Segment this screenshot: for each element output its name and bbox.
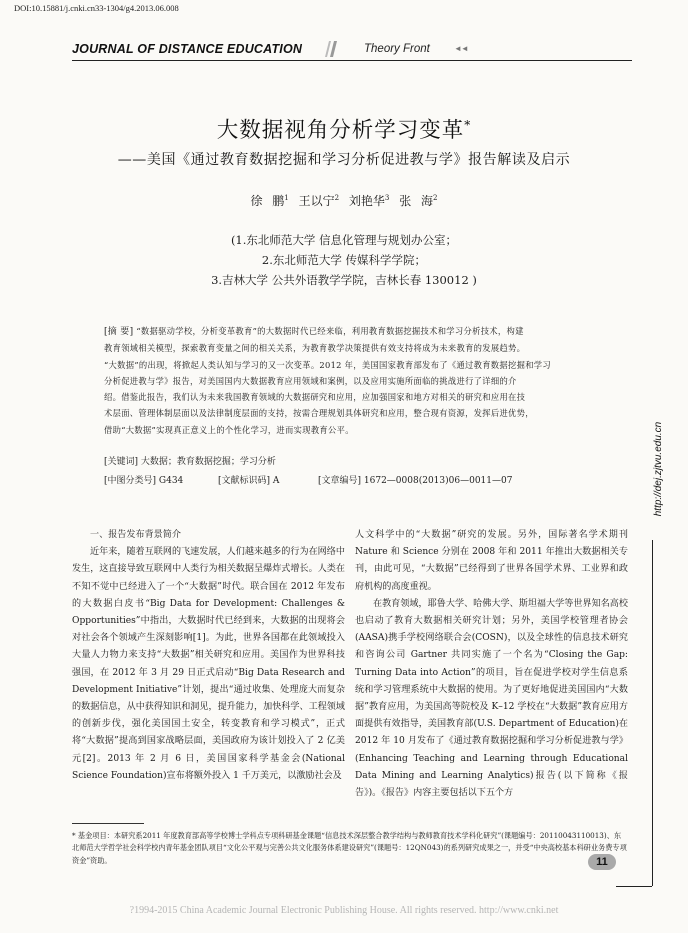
header-rule: [72, 60, 632, 61]
section-name: Theory Front: [364, 43, 430, 55]
affiliation-line: 3.吉林大学 公共外语教学学院，吉林长春 130012 ): [211, 273, 477, 287]
paragraph: 人文科学中的“大数据”研究的发展。另外，国际著名学术期刊 Nature 和 Science 分别在 2008 年和 2011 年推出大数据相关专刊，由此可见，“大数据”已经得到了世界各国学术界、工业界和政府机构的高度重视。: [355, 530, 628, 592]
side-rule: [652, 540, 653, 886]
author: 刘艳华$^3$: [348, 194, 390, 208]
running-header: [72, 40, 632, 60]
copyright-notice: ?1994-2015 China Academic Journal Electronic Publishing House. All rights reserved. http://www.cnki.net: [129, 905, 559, 916]
affiliation-line: (1.东北师范大学 信息化管理与规划办公室；: [230, 233, 458, 247]
article-title: 大数据视角分析学习变革*: [216, 118, 472, 143]
author: 张 海$^2$: [399, 194, 438, 208]
author: 徐 鹏$^1$: [250, 194, 289, 208]
abstract-line: “大数据”的出现，将掀起人类认知与学习的又一次变革。2012 年，美国国家教育部发布了《通过教育数据挖掘和学习: [104, 359, 551, 370]
footnote-rule: [72, 823, 144, 824]
abstract-line: [摘 要] “数据驱动学校，分析变革教育”的大数据时代已经来临，利用教育数据挖掘技术和学习分析技术，构建: [104, 326, 524, 337]
author: 王以宁$^2$: [298, 194, 340, 208]
abstract-line: 借助“大数据”实现真正意义上的个性化学习，进而实现教育公平。: [104, 424, 354, 435]
abstract-line: 绍。借鉴此报告，我们认为未来我国教育领域的大数据研究和应用，应加强国家和地方对相关的研究和应用在技: [104, 392, 526, 403]
document-code: [文献标识码] A: [218, 476, 280, 486]
section-heading: 一、报告发布背景简介: [90, 530, 181, 540]
right-column: [355, 527, 628, 802]
keywords: [关键词] 大数据；教育数据挖掘；学习分析: [104, 457, 276, 467]
side-url: http://dej.zjtvu.edu.cn: [653, 421, 664, 517]
paragraph: 近年来，随着互联网的飞速发展，人们越来越多的行为在网络中发生，这直接导致互联网中人类行为相关数据呈爆炸式增长。人类在不知不觉中已经进入了一个“大数据”时代。联合国在 2012 年发布的大数据白皮书“Big Data for Development: Challenges & Opportunities”中指出，大数据时代已经到来，大数据的出现将会对社会各个领域产生深刻影响[1]。为此，世界各国都在此领域投入大量人力物力来支持“大数据”相关研究和应用。美国作为世界科技强国，在 2012 年 3 月 29 日正式启动“Big Data Research and Development Initiative”计划，提出“通过收集、处理庞大而复杂的数据信息，从中获得知识和洞见，提升能力，加快科学、工程领域的创新步伐，强化美国国土安全，转变教育和学习模式”，正式将“大数据”提高到国家战略层面，美国政府为该计划投入了 2 亿美元[2]。2013 年 2 月 6 日，美国国家科学基金会(National Science Foundation)宣布将额外投入 1 千万美元，以激励社会及: [72, 547, 345, 781]
affiliation-line: 2.东北师范大学 传媒科学学院；: [261, 253, 427, 267]
article-subtitle: ——美国《通过教育数据挖掘和学习分析促进教与学》报告解读及启示: [117, 152, 571, 168]
left-column: [72, 527, 345, 785]
article-number: [文章编号] 1672—0008(2013)06—0011—07: [318, 476, 513, 486]
abstract: [104, 323, 624, 438]
abstract-label: [摘 要]: [104, 327, 134, 337]
footnote: * 基金项目：本研究系2011 年度教育部高等学校博士学科点专项科研基金课题“信息技术深层整合教学结构与教师教育技术学科化研究”(课题编号：20110043110013)、东北师范大学哲学社会科学校内青年基金团队项目“文化公平观与完善公共文化服务体系建设研究”(课题号：12QN043)的系列研究成果之一，并受“中央高校基本科研业务费专项资金”资助。: [72, 831, 627, 865]
journal-name: JOURNAL OF DISTANCE EDUCATION: [72, 42, 303, 56]
author-list: [0, 192, 688, 209]
abstract-line: 分析促进教与学》报告，对美国国内大数据教育应用领域和案例，以及应用实施所面临的挑战进行了详细的介: [104, 375, 517, 386]
abstract-line: 术层面、管理体制层面以及法律制度层面的支持，按需合理规划具体研究和应用，整合现有资源，发挥后进优势，: [104, 408, 534, 419]
doi-text: DOI:10.15881/j.cnki.cn33-1304/g4.2013.06.008: [14, 3, 179, 13]
page-number-badge: 11: [588, 854, 616, 870]
title-footnote-mark: *: [464, 118, 472, 132]
clc-number: [中图分类号] G434: [104, 476, 184, 486]
abstract-line: 教育领域相关模型，探索教育变量之间的相关关系，为教育教学决策提供有效支持将成为未来教育的发展趋势。: [104, 343, 526, 354]
paragraph: 在教育领域，耶鲁大学、哈佛大学、斯坦福大学等世界知名高校也启动了教育大数据相关研究计划；另外，美国学校管理者协会(AASA)携手学校网络联合会(COSN)，以及全球性的信息技术研究和咨询公司 Gartner 共同实施了一个名为“Closing the Gap: Turning Data into Action”的项目，旨在促进学校对学生信息系统和学习管理系统中大数据的使用。为了更好地促进美国国内“大数据”教育应用，为美国高等院校及 K–12 学校在“大数据”教育应用方面提供有效指导，美国教育部(U.S. Department of Education)在 2012 年 10 月发布了《通过教育数据挖掘和学习分析促进教与学》(Enhancing Teaching and Learning through Educational Data Mining and Learning Analytics)报告(以下简称《报告》)。《报告》内容主要包括以下五个方: [355, 598, 628, 799]
page-corner-rule: [616, 886, 652, 887]
header-slash-decoration: [322, 40, 338, 58]
double-arrow-icon: ◄◄: [454, 44, 468, 53]
